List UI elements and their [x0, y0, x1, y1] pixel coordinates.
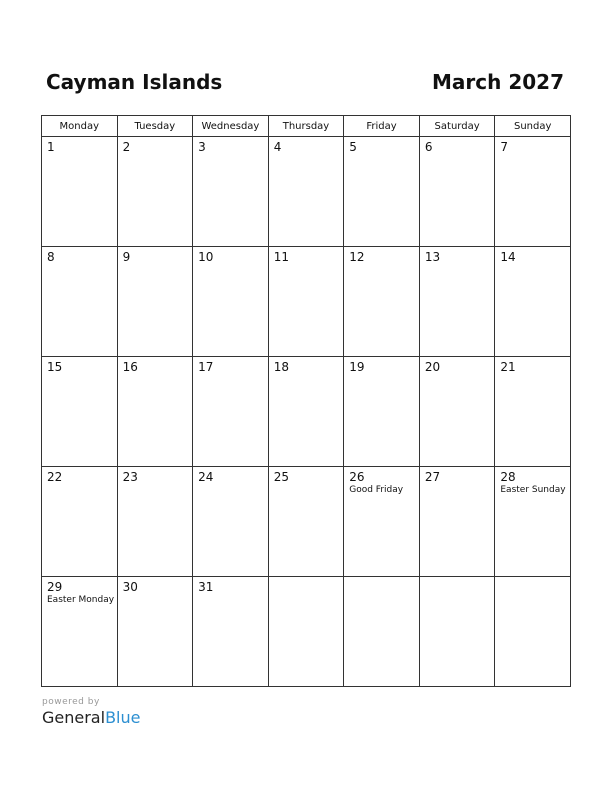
- day-number: 6: [424, 140, 433, 154]
- calendar-day-cell: [42, 137, 118, 247]
- day-number: 9: [122, 250, 131, 264]
- powered-by-text: powered by: [42, 697, 100, 707]
- calendar-week-row: [42, 357, 571, 467]
- weekday-header: Monday: [42, 116, 118, 137]
- calendar-week-row: [42, 137, 571, 247]
- calendar-day-cell: [344, 467, 420, 577]
- calendar-day-cell: [193, 577, 269, 687]
- brand-blue: Blue: [105, 708, 141, 727]
- calendar-grid: [41, 115, 571, 687]
- day-number: [495, 577, 570, 580]
- calendar-day-cell: [495, 467, 571, 577]
- day-number: 30: [122, 580, 138, 594]
- day-number: 7: [500, 140, 509, 154]
- calendar-week-row: [42, 247, 571, 357]
- day-number: 28: [500, 470, 516, 484]
- holiday-label: Good Friday: [349, 485, 404, 495]
- footer-branding: [42, 697, 140, 727]
- day-number: 26: [349, 470, 365, 484]
- calendar-day-cell: [495, 137, 571, 247]
- calendar-day-cell: [495, 247, 571, 357]
- generalblue-logo: [42, 708, 140, 727]
- day-number: 17: [198, 360, 214, 374]
- day-number: 14: [500, 250, 516, 264]
- calendar-day-cell: [42, 357, 118, 467]
- weekday-header: Friday: [344, 116, 420, 137]
- day-number: 5: [349, 140, 357, 154]
- day-number: 29: [47, 580, 63, 594]
- day-number: 13: [424, 250, 441, 264]
- calendar-day-cell: [419, 467, 495, 577]
- calendar-day-cell: [117, 137, 193, 247]
- brand-general: General: [42, 708, 106, 727]
- calendar-day-cell: [117, 467, 193, 577]
- calendar-day-cell: [344, 247, 420, 357]
- calendar-day-cell: [268, 247, 344, 357]
- day-number: 31: [198, 580, 214, 594]
- day-number: 1: [47, 140, 55, 154]
- calendar-day-cell: [419, 357, 495, 467]
- calendar-day-cell: [42, 577, 118, 687]
- calendar-day-cell: [193, 357, 269, 467]
- day-number: 8: [47, 250, 55, 264]
- calendar-week-row: [42, 577, 571, 687]
- day-number: 18: [273, 360, 289, 374]
- calendar-day-cell: [117, 247, 193, 357]
- calendar-day-cell: [495, 577, 571, 687]
- calendar-day-cell: [193, 137, 269, 247]
- page-title-month: March 2027: [432, 70, 564, 94]
- weekday-header: Saturday: [419, 116, 495, 137]
- day-number: 3: [198, 140, 206, 154]
- day-number: [344, 577, 419, 580]
- calendar-day-cell: [193, 467, 269, 577]
- day-number: 15: [47, 360, 63, 374]
- calendar-day-cell: [42, 467, 118, 577]
- day-number: 25: [273, 470, 289, 484]
- calendar-day-cell: [344, 577, 420, 687]
- calendar-day-cell: [495, 357, 571, 467]
- weekday-header: Sunday: [495, 116, 571, 137]
- calendar-day-cell: [268, 467, 344, 577]
- weekday-header: Tuesday: [117, 116, 193, 137]
- weekday-header: Thursday: [268, 116, 344, 137]
- calendar-day-cell: [419, 577, 495, 687]
- calendar-week-row: [42, 467, 571, 577]
- day-number: 22: [47, 470, 63, 484]
- day-number: 21: [500, 360, 516, 374]
- calendar-day-cell: [268, 137, 344, 247]
- day-number: 2: [122, 140, 131, 154]
- day-number: 11: [273, 250, 289, 264]
- calendar-day-cell: [268, 577, 344, 687]
- day-number: 20: [424, 360, 441, 374]
- day-number: 12: [349, 250, 365, 264]
- calendar-day-cell: [193, 247, 269, 357]
- day-number: 24: [198, 470, 214, 484]
- day-number: [269, 577, 344, 580]
- holiday-label: Easter Monday: [47, 595, 115, 605]
- day-number: 19: [349, 360, 365, 374]
- page-title-country: Cayman Islands: [46, 70, 223, 94]
- day-number: 16: [122, 360, 138, 374]
- calendar-day-cell: [344, 137, 420, 247]
- calendar-day-cell: [117, 577, 193, 687]
- holiday-label: Easter Sunday: [500, 485, 566, 495]
- calendar-day-cell: [268, 357, 344, 467]
- weekday-header-row: [42, 116, 571, 137]
- weekday-header: Wednesday: [193, 116, 269, 137]
- day-number: 10: [198, 250, 214, 264]
- calendar-day-cell: [42, 247, 118, 357]
- calendar-day-cell: [344, 357, 420, 467]
- day-number: 27: [424, 470, 441, 484]
- calendar-day-cell: [419, 247, 495, 357]
- calendar-day-cell: [419, 137, 495, 247]
- day-number: 4: [273, 140, 282, 154]
- day-number: [420, 577, 495, 580]
- calendar-day-cell: [117, 357, 193, 467]
- day-number: 23: [122, 470, 138, 484]
